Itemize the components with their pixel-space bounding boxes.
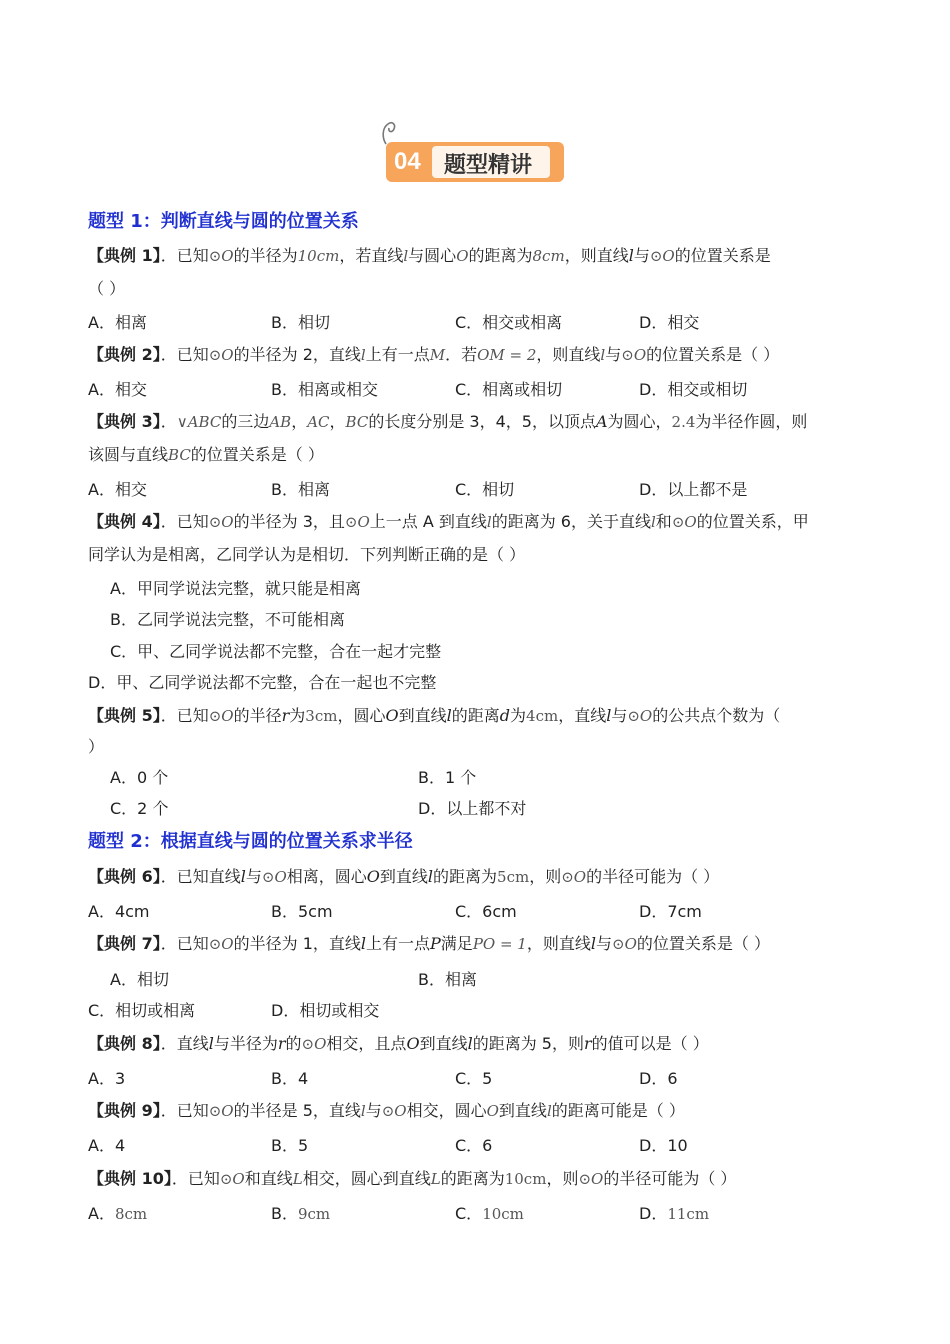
option-value: 8cm [114, 1205, 148, 1223]
q9-text: 相交，圆心 [406, 1101, 487, 1120]
question-7 [88, 931, 770, 954]
q10-option-d[interactable] [639, 1201, 709, 1224]
q9-option-b[interactable]: B．5 [271, 1136, 309, 1155]
math: 8cm [532, 247, 565, 265]
math: ⊙O [208, 346, 234, 364]
math: 2.4 [671, 413, 696, 431]
q7-text: 上有一点 [366, 934, 431, 953]
question-10 [88, 1166, 736, 1189]
math: 3cm [305, 707, 338, 725]
math: r [281, 706, 290, 725]
q9-text: 到直线 [498, 1101, 547, 1120]
banner-title: 题型精讲 [444, 153, 533, 178]
q3-text: 的长度分别是 3，4，5，以顶点 [368, 412, 596, 431]
q7-option-b[interactable]: B．相离 [418, 970, 477, 989]
q9-text: 与 [365, 1101, 382, 1120]
q8-tag: 【典例 8】 [88, 1034, 161, 1053]
math: ⊙O [627, 707, 653, 725]
option-label: A． [88, 1204, 115, 1223]
math: l [590, 934, 596, 953]
math: O [486, 1102, 499, 1120]
q8-option-a[interactable]: A．3 [88, 1069, 126, 1088]
section-1-title: 题型 1：判断直线与圆的位置关系 [88, 211, 359, 232]
question-1 [88, 243, 771, 266]
q8-option-c[interactable]: C．5 [455, 1069, 493, 1088]
q4-option-d[interactable]: D．甲、乙同学说法都不完整，合在一起也不完整 [88, 673, 437, 692]
q2-text: 上有一点 [365, 345, 430, 364]
question-6 [88, 864, 719, 887]
math: ⊙O [219, 1170, 245, 1188]
question-9 [88, 1098, 685, 1121]
math: ⊙O [261, 868, 287, 886]
q8-text: ．直线 [160, 1034, 209, 1053]
q9-tag: 【典例 9】 [88, 1101, 161, 1120]
q10-text: 和直线 [244, 1169, 293, 1188]
q3-text: 的三边 [221, 412, 270, 431]
q4-option-c[interactable]: C．甲、乙同学说法都不完整，合在一起才完整 [110, 642, 442, 661]
math: l [446, 706, 452, 725]
math: ∨ABC [176, 413, 222, 431]
q9-text: 的半径是 5，直线 [233, 1101, 361, 1120]
math: ⊙O [208, 247, 234, 265]
math: l [360, 346, 366, 364]
q3-text: ． [160, 412, 177, 431]
q6-option-a[interactable]: A．4cm [88, 902, 150, 921]
question-8 [88, 1031, 709, 1054]
question-4-line-2: 同学认为是相离，乙同学认为是相切．下列判断正确的是（ ） [88, 545, 526, 564]
q7-text: ．已知 [160, 934, 209, 953]
q5-close-paren: ） [88, 737, 105, 756]
q4-text: ．已知 [160, 512, 209, 531]
q10-text: 的半径可能为（ ） [603, 1169, 737, 1188]
q3-text: ， [291, 412, 308, 431]
q8-text: 与半径为 [213, 1034, 278, 1053]
q4-text: 的半径为 3，且 [233, 512, 345, 531]
math: O [406, 1034, 420, 1053]
q2-text: 的半径为 2，直线 [233, 345, 361, 364]
q2-text: 的位置关系是（ ） [646, 345, 780, 364]
math: AC [307, 413, 330, 431]
q10-text: 的距离为 [440, 1169, 505, 1188]
q6-option-b[interactable]: B．5cm [271, 902, 333, 921]
q10-tag: 【典例 10】 [88, 1169, 172, 1188]
question-3 [88, 409, 807, 432]
math: l [467, 1034, 473, 1053]
q1-option-b[interactable]: B．相切 [271, 313, 330, 332]
math: l [360, 934, 367, 953]
q8-option-b[interactable]: B．4 [271, 1069, 309, 1088]
math: l [628, 246, 634, 265]
math: 10cm [297, 247, 340, 265]
section-2-title: 题型 2：根据直线与圆的位置关系求半径 [88, 831, 413, 852]
q2-text: ，则直线 [536, 345, 601, 364]
q5-option-d[interactable]: D．以上都不对 [418, 799, 527, 818]
q8-option-d[interactable]: D．6 [639, 1069, 678, 1088]
math: ⊙O [344, 513, 370, 531]
math: 5cm [497, 868, 530, 886]
q6-tag: 【典例 6】 [88, 867, 161, 886]
q2-option-d[interactable]: D．相交或相切 [639, 380, 748, 399]
math: l [606, 706, 612, 725]
option-label: D． [639, 1204, 668, 1223]
q8-text: 的值可以是（ ） [591, 1034, 709, 1053]
q3-text: 为半径作圆，则 [695, 412, 808, 431]
math: BC [168, 446, 191, 464]
math: PO = 1 [472, 935, 527, 953]
banner-number: 04 [394, 148, 421, 175]
q9-text: 的距离可能是（ ） [551, 1101, 685, 1120]
math: M [429, 346, 446, 364]
question-3-line-2 [88, 442, 324, 465]
math: l [650, 513, 656, 531]
math: O [385, 706, 399, 725]
q7-option-a[interactable]: A．相切 [110, 970, 169, 989]
q8-text: 的 [285, 1034, 302, 1053]
q1-paren: （ ） [88, 279, 126, 298]
q2-text: ．已知 [160, 345, 209, 364]
q6-option-c[interactable]: C．6cm [455, 902, 517, 921]
q2-tag: 【典例 2】 [88, 345, 161, 364]
question-2 [88, 342, 779, 365]
q2-option-b[interactable]: B．相离或相交 [271, 380, 378, 399]
math: ⊙O [381, 1102, 407, 1120]
option-label: B． [271, 1204, 298, 1223]
math: d [499, 706, 511, 725]
q4-option-b[interactable]: B．乙同学说法完整，不可能相离 [110, 610, 345, 629]
q7-text: 与 [596, 934, 613, 953]
math: ⊙O [612, 935, 637, 953]
q4-tag: 【典例 4】 [88, 512, 161, 531]
math: ⊙O [208, 1102, 234, 1120]
math: l [240, 867, 246, 886]
math: ⊙O [208, 707, 234, 725]
option-label: C． [455, 1204, 483, 1223]
math: AB [269, 413, 292, 431]
q6-text: 相离，圆心 [286, 867, 367, 886]
q1-text: 的半径为 [233, 246, 298, 265]
q3-text: 该圆与直线 [88, 445, 169, 464]
q1-tag: 【典例 1】 [88, 246, 161, 265]
q6-text: 到直线 [379, 867, 428, 886]
q6-text: 与 [245, 867, 262, 886]
q5-text: 到直线 [398, 706, 447, 725]
math: l [360, 1102, 366, 1120]
q3-option-c[interactable]: C．相切 [455, 480, 515, 499]
q2-option-a[interactable]: A．相交 [88, 380, 147, 399]
q1-text: 与圆心 [408, 246, 457, 265]
q5-text: 为 [289, 706, 306, 725]
math: l [486, 513, 492, 531]
q7-tag: 【典例 7】 [88, 934, 161, 953]
math: ⊙O [561, 868, 587, 886]
math: L [430, 1170, 441, 1188]
q4-text: 的位置关系，甲 [696, 512, 809, 531]
question-5 [88, 703, 780, 726]
math: OM = 2 [477, 346, 537, 364]
q7-option-c[interactable]: C．相切或相离 [88, 1001, 196, 1020]
math: l [208, 1034, 214, 1053]
math: 10cm [504, 1170, 547, 1188]
q7-text: ，则直线 [526, 934, 591, 953]
q3-option-a[interactable]: A．相交 [88, 480, 147, 499]
q1-text: ，则直线 [564, 246, 629, 265]
q4-text: 上一点 A 到直线 [369, 512, 487, 531]
math: 4cm [526, 707, 559, 725]
math: ⊙O [621, 346, 647, 364]
q3-text: 的位置关系是（ ） [190, 445, 324, 464]
q6-text: 的半径可能为（ ） [586, 867, 720, 886]
q3-option-d[interactable]: D．以上都不是 [639, 480, 748, 499]
q8-text: 到直线 [419, 1034, 468, 1053]
q4-text: 的距离为 6，关于直线 [491, 512, 651, 531]
q5-text: ，圆心 [337, 706, 386, 725]
math: ⊙O [649, 247, 675, 265]
q6-text: ．已知直线 [160, 867, 241, 886]
math: P [430, 934, 441, 953]
math: l [546, 1102, 552, 1120]
q8-text: 相交，且点 [326, 1034, 407, 1053]
q6-option-d[interactable]: D．7cm [639, 902, 702, 921]
q1-text: ．已知 [160, 246, 209, 265]
q10-option-c[interactable] [455, 1201, 524, 1224]
q7-text: 的位置关系是（ ） [636, 934, 770, 953]
q4-option-a[interactable]: A．甲同学说法完整，就只能是相离 [110, 579, 361, 598]
q6-text: ，则 [529, 867, 562, 886]
math: O [366, 867, 380, 886]
q9-option-d[interactable]: D．10 [639, 1136, 688, 1155]
q9-option-c[interactable]: C．6 [455, 1136, 493, 1155]
q5-option-a[interactable]: A．0 个 [110, 768, 169, 787]
math: r [277, 1034, 286, 1053]
q10-text: 相交，圆心到直线 [302, 1169, 431, 1188]
section-banner [386, 136, 566, 184]
q10-option-b[interactable] [271, 1201, 330, 1224]
q4-text: 和 [655, 512, 672, 531]
math: r [583, 1034, 592, 1053]
math: ⊙O [301, 1035, 327, 1053]
math: l [403, 247, 409, 265]
math: ⊙O [578, 1170, 604, 1188]
q7-text: 的半径为 1，直线 [233, 934, 361, 953]
q1-text: 的位置关系是 [674, 246, 771, 265]
q2-text: 与 [605, 345, 622, 364]
q1-text: 的距离为 [468, 246, 533, 265]
q5-text: 的公共点个数为（ [652, 706, 781, 725]
q3-option-b[interactable]: B．相离 [271, 480, 330, 499]
question-4 [88, 509, 809, 532]
q1-text: 与 [633, 246, 650, 265]
option-value: 11cm [667, 1205, 710, 1223]
q1-option-c[interactable]: C．相交或相离 [455, 313, 563, 332]
q10-text: ，则 [546, 1169, 579, 1188]
q5-text: ，直线 [558, 706, 607, 725]
q2-option-c[interactable]: C．相离或相切 [455, 380, 563, 399]
q3-text: ， [329, 412, 346, 431]
option-value: 10cm [482, 1205, 524, 1223]
q5-option-c[interactable]: C．2 个 [110, 799, 169, 818]
q6-text: 的距离为 [433, 867, 498, 886]
q1-option-a[interactable]: A．相离 [88, 313, 147, 332]
q5-text: ．已知 [160, 706, 209, 725]
q10-option-a[interactable] [88, 1201, 147, 1224]
math: L [292, 1170, 303, 1188]
q5-text: 与 [611, 706, 628, 725]
q5-text: 的半径 [233, 706, 282, 725]
q2-text: ．若 [445, 345, 478, 364]
q5-text: 的距离 [451, 706, 500, 725]
q5-tag: 【典例 5】 [88, 706, 161, 725]
q1-option-d[interactable]: D．相交 [639, 313, 700, 332]
math: ⊙O [671, 513, 697, 531]
q5-text: 为 [510, 706, 527, 725]
q1-text: ，若直线 [339, 246, 404, 265]
math: l [427, 867, 434, 886]
q7-text: 满足 [440, 934, 473, 953]
q3-tag: 【典例 3】 [88, 412, 161, 431]
q9-text: ．已知 [160, 1101, 209, 1120]
math: ⊙O [208, 935, 234, 953]
q10-text: ．已知 [171, 1169, 220, 1188]
q7-option-d[interactable]: D．相切或相交 [271, 1001, 380, 1020]
math: A [595, 412, 608, 431]
q5-option-b[interactable]: B．1 个 [418, 768, 477, 787]
q9-option-a[interactable]: A．4 [88, 1136, 126, 1155]
q3-text: 为圆心， [607, 412, 672, 431]
math: ⊙O [208, 513, 234, 531]
q8-text: 的距离为 5，则 [472, 1034, 584, 1053]
math: BC [345, 413, 369, 431]
math: l [600, 346, 606, 364]
math: O [456, 247, 469, 265]
option-value: 9cm [297, 1205, 331, 1223]
